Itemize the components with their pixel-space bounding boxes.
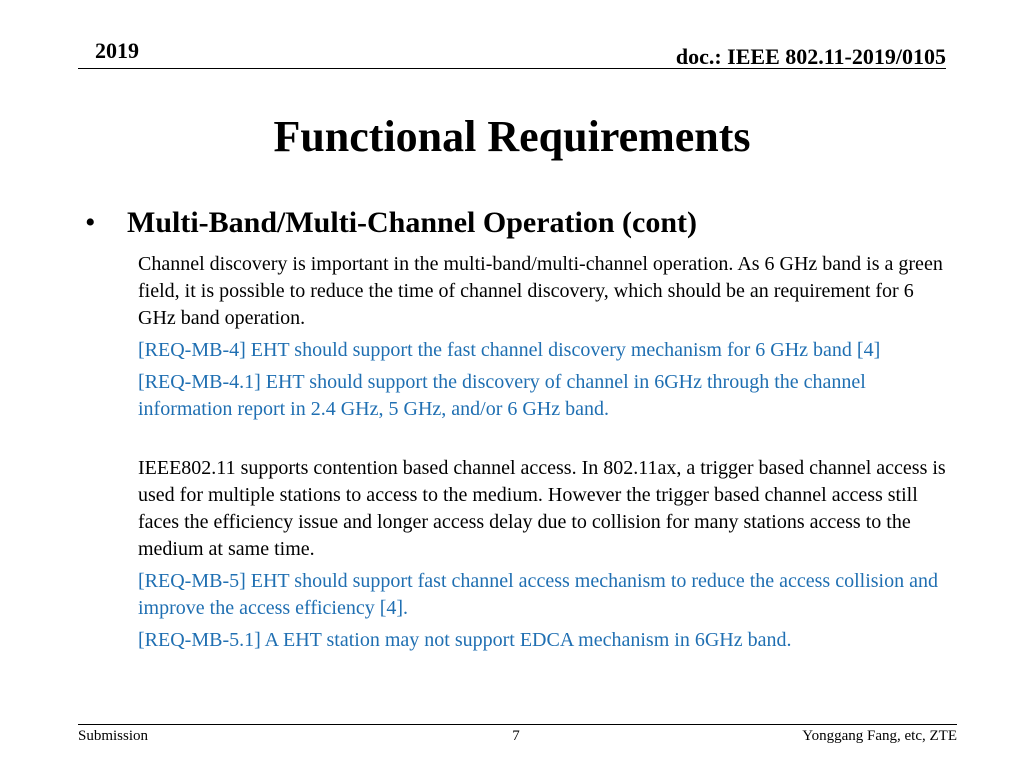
requirement-req-mb-4-1: [REQ-MB-4.1] EHT should support the discovery of channel in 6GHz through the channel information report in 2.4 GHz, 5 GHz, and/or 6 GHz band. [138, 371, 866, 420]
slide-body [138, 251, 948, 654]
requirement-req-mb-5-1: [REQ-MB-5.1] A EHT station may not support EDCA mechanism in 6GHz band. [138, 629, 792, 651]
header-doc-id: doc.: IEEE 802.11-2019/0105 [675, 44, 946, 69]
bullet-icon: • [85, 206, 96, 239]
requirement-req-mb-5: [REQ-MB-5] EHT should support fast channel access mechanism to reduce the access collision and improve the access efficiency [4]. [138, 570, 938, 619]
header-year: 2019 [95, 38, 139, 63]
paragraph-channel-discovery: Channel discovery is important in the multi-band/multi-channel operation. As 6 GHz band is a green field, it is possible to reduce the time of channel discovery, which should be an requirement for 6 GHz band operation. [138, 253, 943, 329]
requirement-req-mb-4: [REQ-MB-4] EHT should support the fast channel discovery mechanism for 6 GHz band [4] [138, 339, 881, 361]
footer-page-number: 7 [512, 728, 520, 744]
footer-submission: Submission [78, 728, 149, 744]
paragraph-channel-access: IEEE802.11 supports contention based channel access. In 802.11ax, a trigger based channel access is used for multiple stations to access to the medium. However the trigger based channel access still faces the efficiency issue and longer access delay due to collision for many stations access to the medium at same time. [138, 457, 946, 560]
footer-author: Yonggang Fang, etc, ZTE [802, 728, 957, 744]
bullet-heading: Multi-Band/Multi-Channel Operation (cont) [127, 206, 698, 239]
footer-divider [78, 724, 957, 725]
slide-title: Functional Requirements [273, 112, 751, 161]
header-divider [78, 68, 946, 69]
